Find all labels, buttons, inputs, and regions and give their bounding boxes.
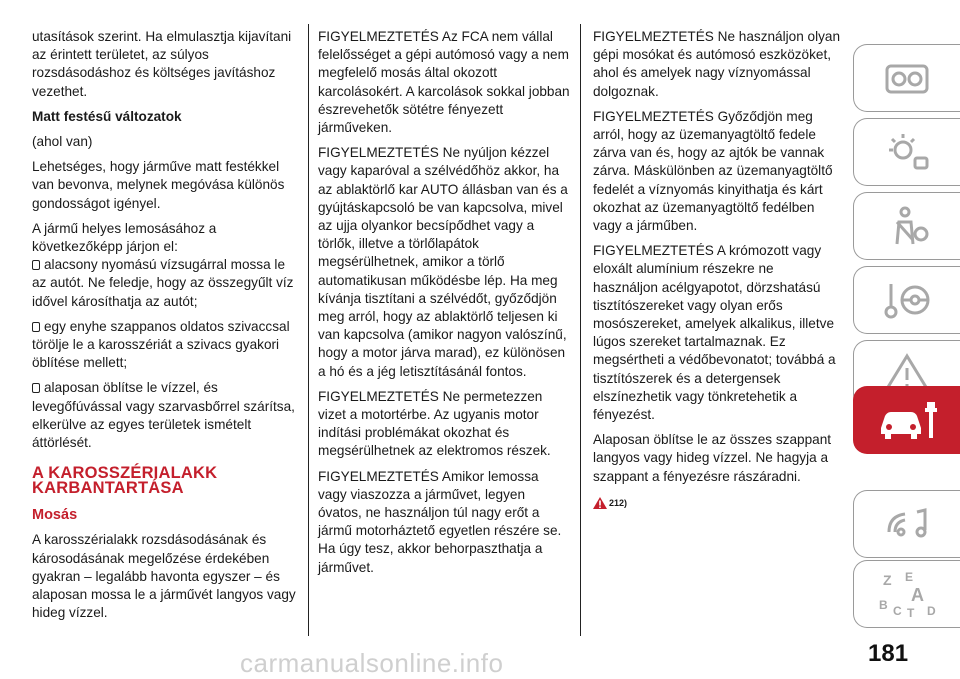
tab-maintenance[interactable] — [853, 386, 960, 454]
tab-lights[interactable] — [853, 118, 960, 186]
tab-dashboard[interactable] — [853, 44, 960, 112]
checkbox-bullet-icon — [32, 260, 40, 270]
warning-reference: 212) — [593, 494, 841, 512]
washing-subheading: Mosás — [32, 507, 78, 524]
page-number: 181 — [868, 640, 909, 667]
warning-paragraph: FIGYELMEZTETÉS Győződjön meg arról, hogy az üzemanyagtöltő fedele zárva van és, hogy az ajtók be vannak zárva. Máskülönben az üzemanyagtöltő fedelét a víznyomás kinyithatja és kárt okozhat az üzemanyagtöltő fedélben vagy a járműben. — [593, 108, 833, 234]
section-heading: A KAROSSZÉRIALAKK KARBANTARTÁSA — [32, 464, 218, 498]
paragraph: Lehetséges, hogy járműve matt festékkel van bevonva, melynek megóvása különös gondosságot igényel. — [32, 159, 285, 211]
svg-text:A: A — [911, 585, 924, 605]
column-divider — [308, 24, 309, 636]
paragraph: A karosszérialakk rozsdásodásának és károsodásának megelőzése érdekében gyakran – legalább havonta egyszer – és alaposan mossa le a járművét langyos vagy hideg vízzel. — [32, 532, 296, 621]
seatbelt-icon — [879, 204, 935, 248]
text-column-3 — [593, 28, 841, 512]
watermark: carmanualsonline.info — [240, 648, 504, 678]
paragraph: A jármű helyes lemosásához a következőképp járjon el: — [32, 220, 217, 255]
dashboard-icon — [879, 56, 935, 100]
warning-paragraph: FIGYELMEZTETÉS Ne permetezzen vizet a motortérbe. Az ugyanis motor indítási problémákat okozhat és megsérülhetnek az elektromos részek. — [318, 388, 551, 459]
paragraph: Alaposan öblítse le az összes szappant langyos vagy hideg vízzel. Ne hagyja a szappant a fényezésre rászáradni. — [593, 432, 832, 484]
paragraph: utasítások szerint. Ha elmulasztja kijavítani az érintett területet, az súlyos rozsdásodáshoz és költséges javításhoz vezethet. — [32, 29, 292, 99]
tab-index[interactable] — [853, 560, 960, 628]
checkbox-bullet-icon — [32, 322, 40, 332]
light-icon — [879, 130, 935, 174]
tab-multimedia[interactable] — [853, 490, 960, 558]
warning-paragraph: FIGYELMEZTETÉS Ne használjon olyan gépi mosókat és autómosó eszközöket, ahol és amelyek nagy víznyomással dolgoznak. — [593, 29, 841, 99]
chapter-tabs — [853, 0, 960, 678]
warning-triangle-icon — [593, 497, 607, 509]
list-item: egy enyhe szappanos oldatos szivaccsal törölje le a karosszériát a szivacs gyakori öblítése mellett; — [32, 318, 290, 371]
column-divider — [580, 24, 581, 636]
warning-paragraph: FIGYELMEZTETÉS Az FCA nem vállal felelősséget a gépi autómosó vagy a nem megfelelő mosás által okozott karcolásokért. A karcolások sokkal jobban észrevehetők sötétre fényezett járműveken. — [318, 29, 570, 136]
steering-wheel-icon — [879, 278, 935, 322]
svg-text:Z: Z — [883, 572, 892, 588]
list-item: alaposan öblítse le vízzel, és levegőfúvással vagy szarvasbőrrel szárítsa, elkerülve az egyes területek ismételt áttörlését. — [32, 380, 295, 451]
multimedia-icon — [879, 502, 935, 546]
warning-paragraph: FIGYELMEZTETÉS Ne nyúljon kézzel vagy kaparóval a szélvédőhöz akkor, ha az ablaktörlő kar AUTO állásban van és a gyújtáskapcsoló be van kapcsolva, mivel az ujja olyankor becsípődhet vagy a törlők, illetve a törlőlapátok megsérülhetnek, amikor a törlő automatikusan működésbe lép. Ha meg kívánja tisztítani a szélvédőt, győződjön meg arról, hogy az ablaktörlő teljesen ki van kapcsolva (amikor nagyon valószínű, hogy a motor járva marad), ez különösen a hó és a jég letisztításánál fontos. — [318, 145, 568, 379]
text-column-2 — [318, 28, 570, 584]
text-column-1 — [32, 28, 298, 629]
svg-text:C: C — [893, 604, 902, 618]
warning-paragraph: FIGYELMEZTETÉS Amikor lemossa vagy viaszozza a járművet, legyen óvatos, ne használjon túl nagy erőt a jármű motorháztető egyetlen részére se. Ha úgy tesz, akkor behorpaszthatja a járművet. — [318, 468, 562, 575]
matt-finish-note: (ahol van) — [32, 134, 93, 150]
svg-text:B: B — [879, 598, 888, 612]
checkbox-bullet-icon — [32, 383, 40, 393]
matt-finish-heading: Matt festésű változatok — [32, 108, 182, 124]
car-wrench-icon — [875, 398, 939, 442]
tab-starting-driving[interactable] — [853, 266, 960, 334]
svg-text:E: E — [905, 570, 914, 584]
warning-paragraph: FIGYELMEZTETÉS A krómozott vagy eloxált alumínium részekre ne használjon acélgyapotot, dörzshatású tisztítószereket vagy olyan erős mosószereket, amelyek alkalikus, illetve lúgos szereket tartalmaznak. Ez megsértheti a védőbevonatot; továbbá a tisztítószerek és a detergensek elszínezhetik vagy tönkretehetik a fényezést. — [593, 243, 836, 423]
svg-text:D: D — [927, 604, 936, 618]
alphabet-index-icon — [875, 569, 939, 619]
list-item: alacsony nyomású vízsugárral mossa le az autót. Ne feledje, hogy az összegyűlt víz idővel károsíthatja az autót; — [32, 257, 294, 309]
svg-text:T: T — [907, 606, 915, 619]
tab-safety[interactable] — [853, 192, 960, 260]
